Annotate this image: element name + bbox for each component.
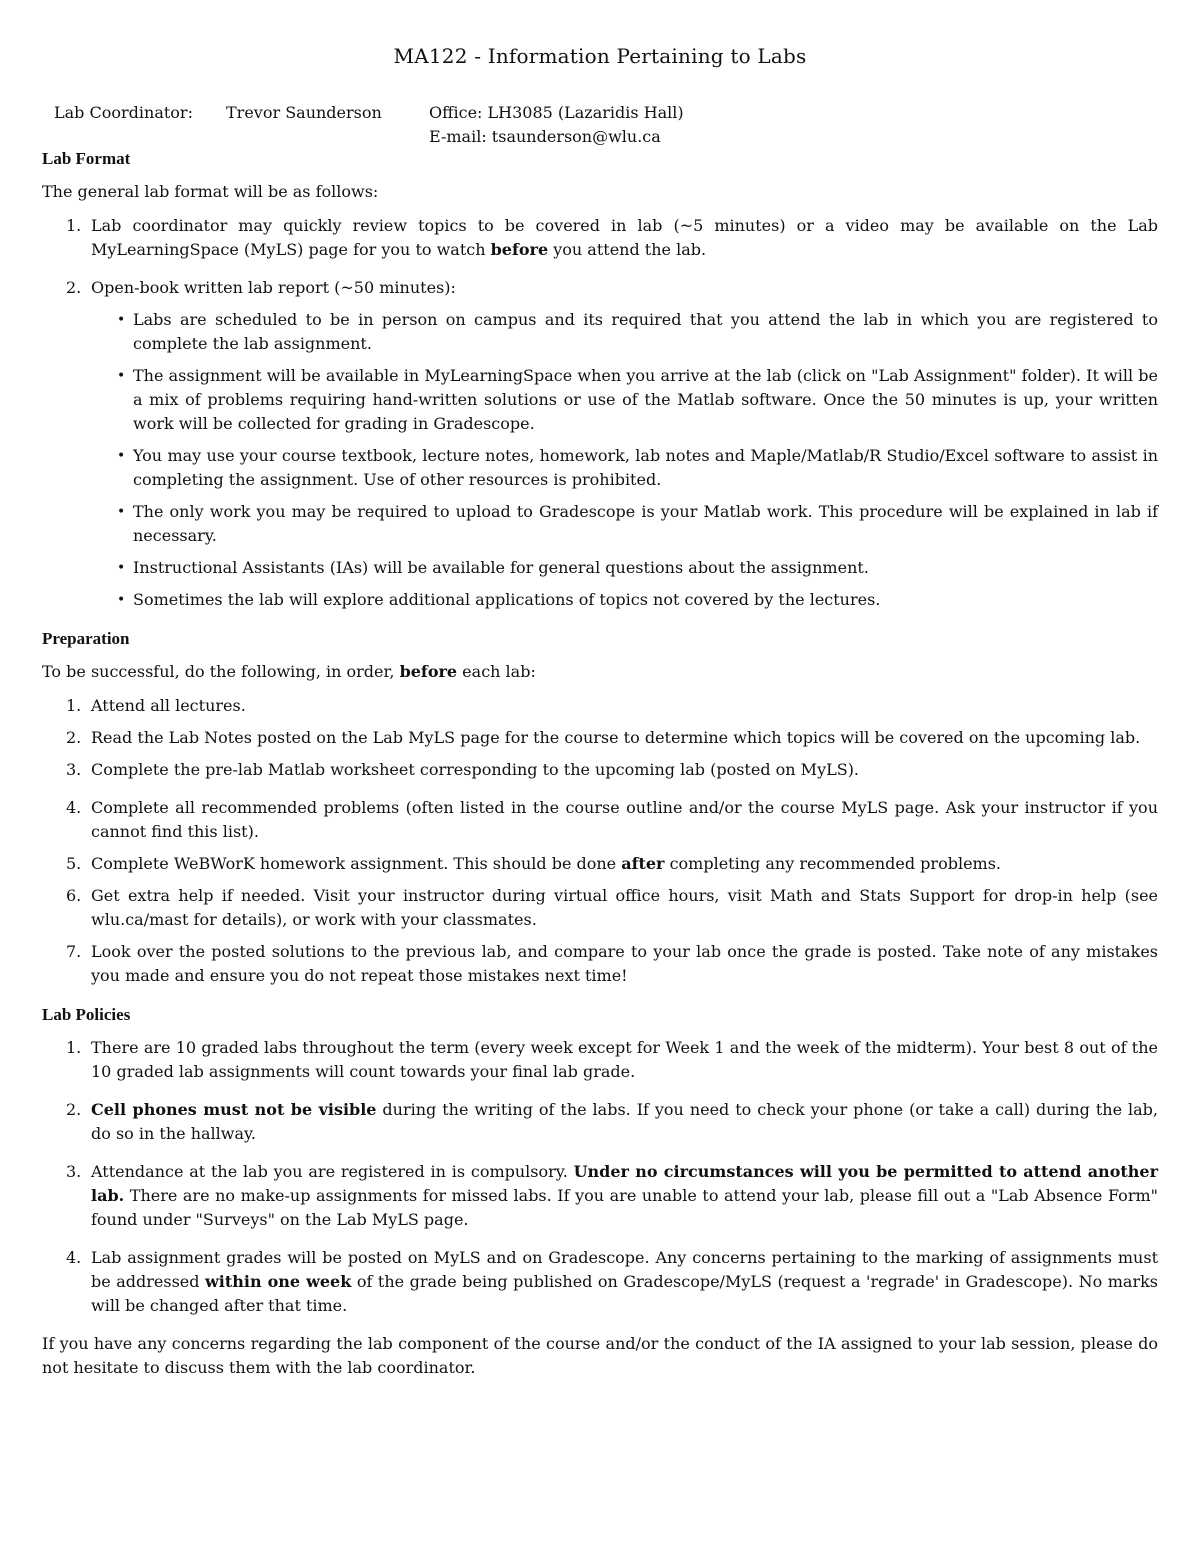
bullet-text: The only work you may be required to upload to Gradescope is your Matlab work. This procedure will be explained in lab if necessary. xyxy=(133,502,1158,545)
list-number: 4. xyxy=(66,798,82,817)
list-text: Read the Lab Notes posted on the Lab MyLS page for the course to determine which topics will be covered on the upcoming lab. xyxy=(91,728,1141,747)
preparation-list xyxy=(42,694,1158,988)
coordinator-info xyxy=(42,101,1158,151)
bullet-item xyxy=(91,588,1158,612)
list-item xyxy=(42,726,1158,750)
bullet-icon: • xyxy=(117,592,126,608)
list-text: Complete WeBWorK homework assignment. This should be done xyxy=(91,854,622,873)
list-number: 6. xyxy=(66,886,82,905)
policies-list xyxy=(42,1036,1158,1318)
lab-format-intro: The general lab format will be as follows: xyxy=(42,182,379,201)
intro-text: To be successful, do the following, in order, xyxy=(42,662,400,681)
bullet-icon: • xyxy=(117,368,126,384)
list-item xyxy=(42,884,1158,932)
closing-paragraph: If you have any concerns regarding the lab component of the course and/or the conduct of the IA assigned to your lab session, please do not hesitate to discuss them with the lab coordinator. xyxy=(42,1334,1158,1377)
list-item xyxy=(42,1160,1158,1232)
bullet-text: Sometimes the lab will explore additional applications of topics not covered by the lectures. xyxy=(133,590,881,609)
preparation-intro xyxy=(42,660,1158,684)
list-item xyxy=(42,276,1158,612)
bullet-item xyxy=(91,556,1158,580)
lab-format-heading: Lab Format xyxy=(42,149,131,168)
bullet-text: Instructional Assistants (IAs) will be available for general questions about the assignment. xyxy=(133,558,869,577)
bullet-icon: • xyxy=(117,560,126,576)
bullet-item xyxy=(91,308,1158,356)
list-number: 1. xyxy=(66,1038,82,1057)
list-number: 3. xyxy=(66,760,82,779)
list-text: There are no make-up assignments for missed labs. If you are unable to attend your lab, please fill out a "Lab Absence Form" found under "Surveys" on the Lab MyLS page. xyxy=(91,1186,1158,1229)
bullet-text: Labs are scheduled to be in person on campus and its required that you attend the lab in which you are registered to complete the lab assignment. xyxy=(133,310,1158,353)
list-item xyxy=(42,758,1158,782)
list-number: 1. xyxy=(66,216,82,235)
coordinator-name: Trevor Saunderson xyxy=(226,103,382,122)
list-text: Lab coordinator may quickly review topics to be covered in lab (~5 minutes) or a video may be available on the Lab MyLearningSpace (MyLS) page for you to watch xyxy=(91,216,1158,259)
list-number: 2. xyxy=(66,278,82,297)
list-item xyxy=(42,214,1158,262)
coordinator-label: Lab Coordinator: xyxy=(54,103,193,122)
list-text: of the grade being published on Gradescope/MyLS (request a 'regrade' in Gradescope). No marks will be changed after that time. xyxy=(91,1272,1159,1315)
list-text: Complete the pre-lab Matlab worksheet corresponding to the upcoming lab (posted on MyLS). xyxy=(91,760,860,779)
emphasis-text: after xyxy=(621,854,665,873)
emphasis-text: before xyxy=(490,240,549,259)
bullet-text: The assignment will be available in MyLearningSpace when you arrive at the lab (click on "Lab Assignment" folder). It will be a mix of problems requiring hand-written solutions or use of the Matlab software. Once the 50 minutes is up, your written work will be collected for grading in Gradescope. xyxy=(133,366,1158,433)
list-item xyxy=(42,796,1158,844)
list-item xyxy=(42,1036,1158,1084)
bullet-icon: • xyxy=(117,504,126,520)
list-text: Lab assignment grades will be posted on MyLS and on Gradescope. Any concerns pertaining to the marking of assignments must be addressed xyxy=(91,1248,1158,1291)
list-text: Attendance at the lab you are registered in is compulsory. xyxy=(91,1162,574,1181)
list-text: Look over the posted solutions to the previous lab, and compare to your lab once the grade is posted. Take note of any mistakes you made and ensure you do not repeat those mistakes next time! xyxy=(91,942,1158,985)
list-number: 2. xyxy=(66,728,82,747)
list-number: 1. xyxy=(66,696,82,715)
list-item xyxy=(42,852,1158,876)
coordinator-email: E-mail: tsaunderson@wlu.ca xyxy=(429,127,661,146)
lab-format-bullets xyxy=(91,308,1158,612)
bullet-icon: • xyxy=(117,312,126,328)
list-text: Get extra help if needed. Visit your instructor during virtual office hours, visit Math and Stats Support for drop-in help (see wlu.ca/mast for details), or work with your classmates. xyxy=(91,886,1158,929)
list-number: 2. xyxy=(66,1100,82,1119)
list-text: completing any recommended problems. xyxy=(664,854,1001,873)
list-number: 7. xyxy=(66,942,82,961)
list-item xyxy=(42,694,1158,718)
list-text: during the writing of the labs. If you need to check your phone (or take a call) during the lab, do so in the hallway. xyxy=(91,1100,1158,1143)
policies-heading: Lab Policies xyxy=(42,1005,131,1024)
emphasis-text: Cell phones must not be visible xyxy=(91,1100,377,1119)
bullet-item xyxy=(91,364,1158,436)
list-item xyxy=(42,1098,1158,1146)
list-item xyxy=(42,940,1158,988)
bullet-item xyxy=(91,444,1158,492)
intro-text: each lab: xyxy=(457,662,536,681)
list-text: Attend all lectures. xyxy=(91,696,246,715)
bullet-item xyxy=(91,500,1158,548)
list-item xyxy=(42,1246,1158,1318)
bullet-icon: • xyxy=(117,448,126,464)
document-body xyxy=(42,146,1158,1380)
bullet-text: You may use your course textbook, lecture notes, homework, lab notes and Maple/Matlab/R Studio/Excel software to assist in completing the assignment. Use of other resources is prohibited. xyxy=(133,446,1158,489)
list-number: 5. xyxy=(66,854,82,873)
list-text: Open-book written lab report (~50 minutes): xyxy=(91,278,456,297)
list-text: Complete all recommended problems (often listed in the course outline and/or the course MyLS page. Ask your instructor if you cannot find this list). xyxy=(91,798,1158,841)
emphasis-text: before xyxy=(399,662,458,681)
coordinator-office: Office: LH3085 (Lazaridis Hall) xyxy=(429,103,684,122)
lab-format-list xyxy=(42,214,1158,612)
list-number: 4. xyxy=(66,1248,82,1267)
page-title: MA122 - Information Pertaining to Labs xyxy=(393,44,807,68)
emphasis-text: Under no circumstances will you be permitted to attend another lab. xyxy=(91,1162,1158,1205)
list-text: you attend the lab. xyxy=(548,240,707,259)
list-text: There are 10 graded labs throughout the term (every week except for Week 1 and the week of the midterm). Your best 8 out of the 10 graded lab assignments will count towards your final lab grade. xyxy=(91,1038,1158,1081)
emphasis-text: within one week xyxy=(205,1272,352,1291)
preparation-heading: Preparation xyxy=(42,629,130,648)
list-number: 3. xyxy=(66,1162,82,1181)
